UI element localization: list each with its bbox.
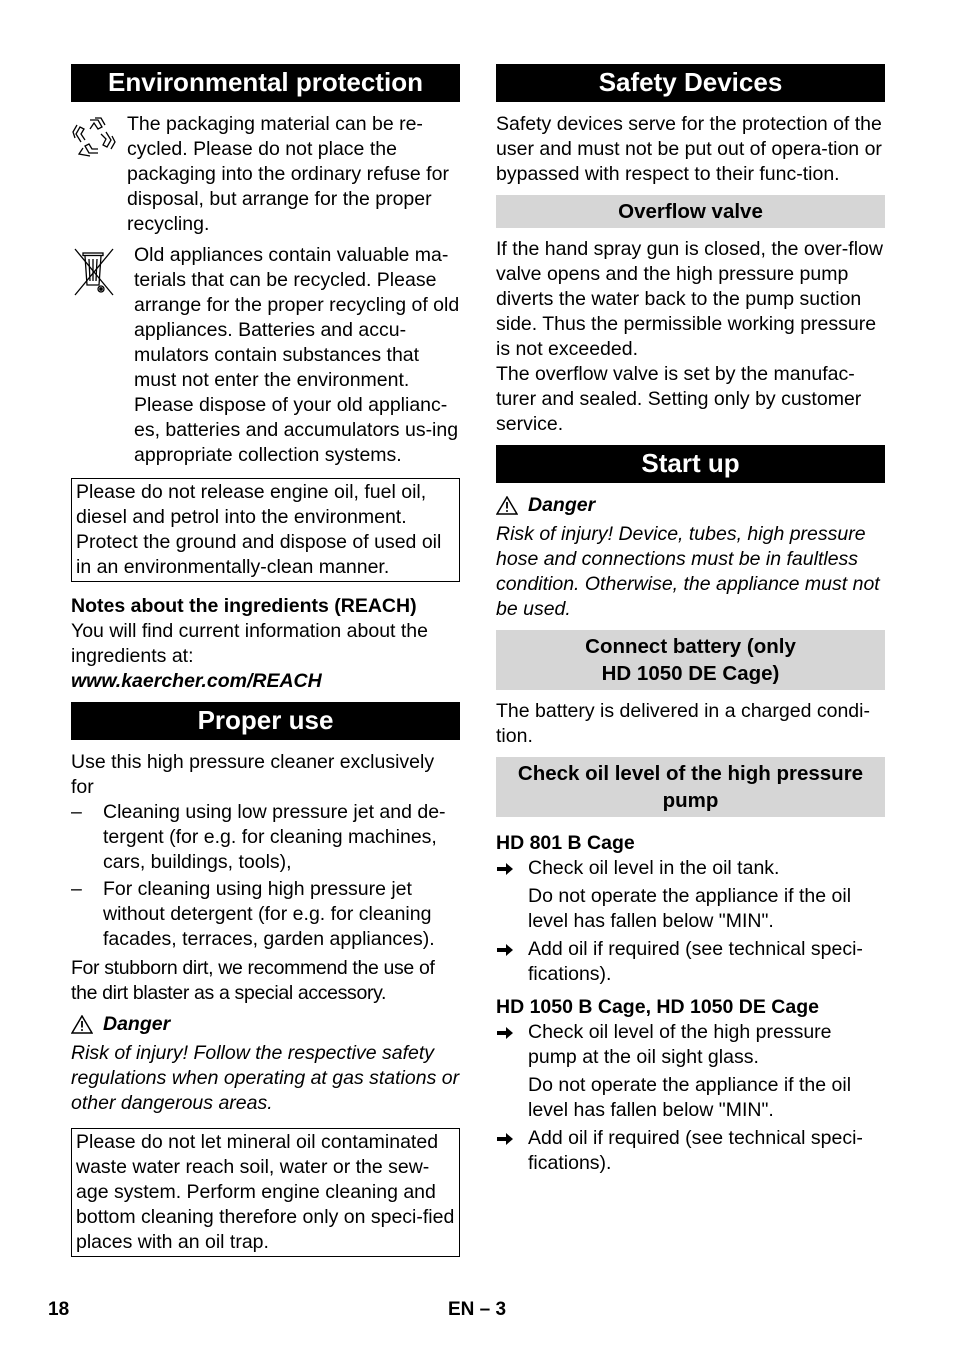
overflow-valve-text-2: The overflow valve is set by the manufac-turer and sealed. Setting only by customer service. (496, 363, 862, 435)
startup-danger-text: Risk of injury! Device, tubes, high pressure hose and connections must be in faultless condition. Otherwise, the appliance must not be used. (496, 523, 880, 620)
subsection-title-check-oil-level: Check oil level of the high pressure pump (496, 757, 885, 817)
danger-heading: Danger (496, 493, 885, 518)
engine-oil-notice-text: Please do not release engine oil, fuel oil, diesel and petrol into the environment. Protect the ground and dispose of used oil in an environmentally-clean manner. (76, 481, 442, 578)
warning-triangle-icon (496, 496, 518, 515)
hd801-step-1: Check oil level in the oil tank. (496, 856, 885, 881)
proper-use-list (71, 800, 460, 952)
section-title-proper-use: Proper use (71, 702, 460, 740)
stubborn-dirt-text: For stubborn dirt, we recommend the use of the dirt blaster as a special accessory. (71, 957, 435, 1004)
battery-text: The battery is delivered in a charged condi-tion. (496, 700, 870, 747)
packaging-recycling-row (71, 112, 460, 237)
list-item: – For cleaning using high pressure jet without detergent (for e.g. for cleaning facades, terraces, garden appliances). (71, 878, 435, 950)
reach-url: www.kaercher.com/REACH (71, 670, 322, 692)
overflow-valve-text-1: If the hand spray gun is closed, the over-flow valve opens and the high pressure pump diverts the water back to the pump suction side. Thus the permissible working pressure is not exceeded. (496, 238, 883, 360)
hd1050-step-1: Check oil level of the high pressure pump at the oil sight glass. (496, 1020, 885, 1070)
section-code: EN – 3 (448, 1299, 507, 1320)
danger-heading: Danger (71, 1012, 460, 1037)
dash-bullet: – (71, 878, 82, 900)
hd1050-heading: HD 1050 B Cage, HD 1050 DE Cage (496, 996, 819, 1018)
reach-heading: Notes about the ingredients (REACH) (71, 595, 417, 617)
hd1050-note: Do not operate the appliance if the oil level has fallen below "MIN". (528, 1074, 852, 1121)
crossed-bin-icon (71, 243, 134, 307)
section-title-safety-devices: Safety Devices (496, 64, 885, 102)
section-title-start-up: Start up (496, 445, 885, 483)
dash-bullet: – (71, 801, 82, 823)
proper-use-intro: Use this high pressure cleaner exclusively for (71, 751, 435, 798)
reach-text: You will find current information about the ingredients at: (71, 620, 428, 667)
arrow-right-icon (496, 1132, 514, 1146)
mineral-oil-notice-box (71, 1128, 460, 1257)
list-item: – Cleaning using low pressure jet and de-tergent (for e.g. for cleaning machines, cars, buildings, tools), (71, 801, 446, 873)
arrow-right-icon (496, 1026, 514, 1040)
packaging-text: The packaging material can be re-cycled. Please do not place the packaging into the ordinary refuse for disposal, but arrange for the proper recycling. (127, 113, 449, 235)
subsection-title-connect-battery: Connect battery (only HD 1050 DE Cage) (496, 630, 885, 690)
page-number: 18 (48, 1299, 70, 1320)
mineral-oil-notice-text: Please do not let mineral oil contaminated waste water reach soil, water or the sew-age system. Perform engine cleaning and bottom cleaning therefore only on speci-fied places with an oil trap. (76, 1131, 455, 1253)
old-appliances-row (71, 243, 460, 468)
danger-text: Risk of injury! Follow the respective safety regulations when operating at gas stations or other dangerous areas. (71, 1042, 460, 1114)
left-column (71, 64, 460, 1269)
hd1050-step-2: Add oil if required (see technical speci-fications). (496, 1126, 885, 1176)
arrow-right-icon (496, 862, 514, 876)
old-appliances-text: Old appliances contain valuable ma-terials that can be recycled. Please arrange for the proper recycling of old appliances. Batteries and accu-mulators contain substances that must not enter the environment. Please dispose of your old applianc-es, batteries and accumulators us-ing appropriate collection systems. (134, 244, 460, 466)
subsection-title-overflow-valve: Overflow valve (496, 195, 885, 228)
hd801-step-2: Add oil if required (see technical speci-fications). (496, 937, 885, 987)
right-column (496, 64, 885, 1179)
recycling-icon (71, 112, 127, 166)
engine-oil-notice-box (71, 478, 460, 582)
hd801-note: Do not operate the appliance if the oil level has fallen below "MIN". (528, 885, 852, 932)
warning-triangle-icon (71, 1015, 93, 1034)
arrow-right-icon (496, 943, 514, 957)
section-title-environmental-protection: Environmental protection (71, 64, 460, 102)
safety-devices-text: Safety devices serve for the protection of the user and must not be put out of opera-tion or bypassed with respect to their func-tion. (496, 113, 882, 185)
hd801-heading: HD 801 B Cage (496, 832, 635, 854)
